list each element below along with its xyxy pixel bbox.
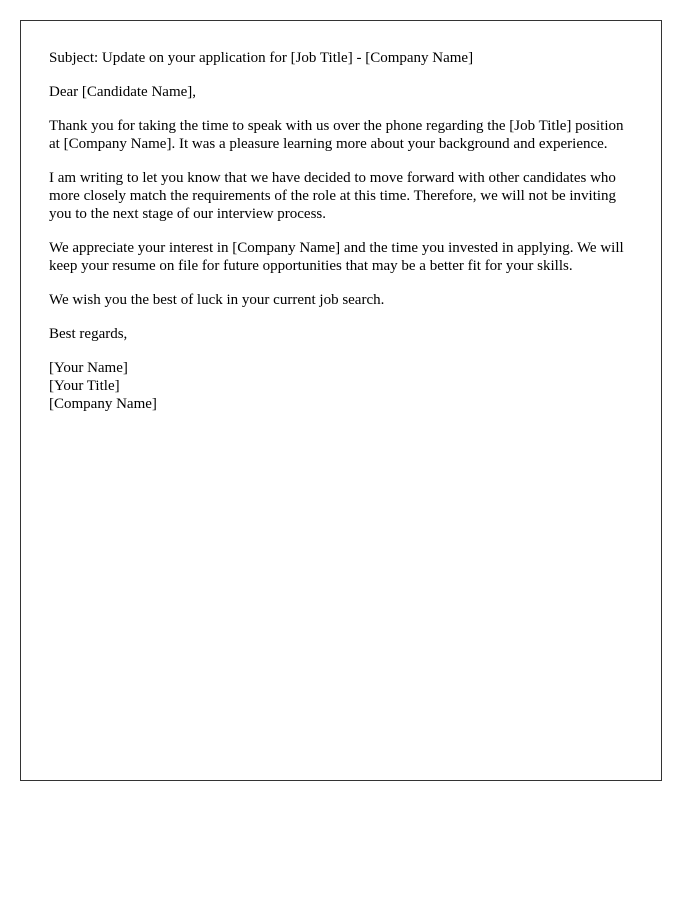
letter-salutation: Dear [Candidate Name], bbox=[49, 84, 197, 100]
signature-name: [Your Name] bbox=[49, 360, 128, 376]
letter-paragraph-1: Thank you for taking the time to speak with us over the phone regarding the [Job Title] position at [Company Name]. It was a pleasure learning more about your background and experience. bbox=[49, 118, 624, 152]
letter-paragraph-3: We appreciate your interest in [Company Name] and the time you invested in applying. We will keep your resume on file for future opportunities that may be a better fit for your skills. bbox=[49, 240, 624, 274]
signature-title: [Your Title] bbox=[49, 378, 120, 394]
signature-block bbox=[49, 359, 633, 413]
letter-paragraph-2: I am writing to let you know that we have decided to move forward with other candidates who more closely match the requirements of the role at this time. Therefore, we will not be inviting you to the next stage of our interview process. bbox=[49, 170, 617, 222]
signature-company: [Company Name] bbox=[49, 396, 157, 412]
letter-closing: Best regards, bbox=[49, 326, 128, 342]
letter-page bbox=[20, 20, 662, 781]
letter-subject: Subject: Update on your application for [Job Title] - [Company Name] bbox=[49, 50, 474, 66]
letter-paragraph-4: We wish you the best of luck in your current job search. bbox=[49, 292, 385, 308]
